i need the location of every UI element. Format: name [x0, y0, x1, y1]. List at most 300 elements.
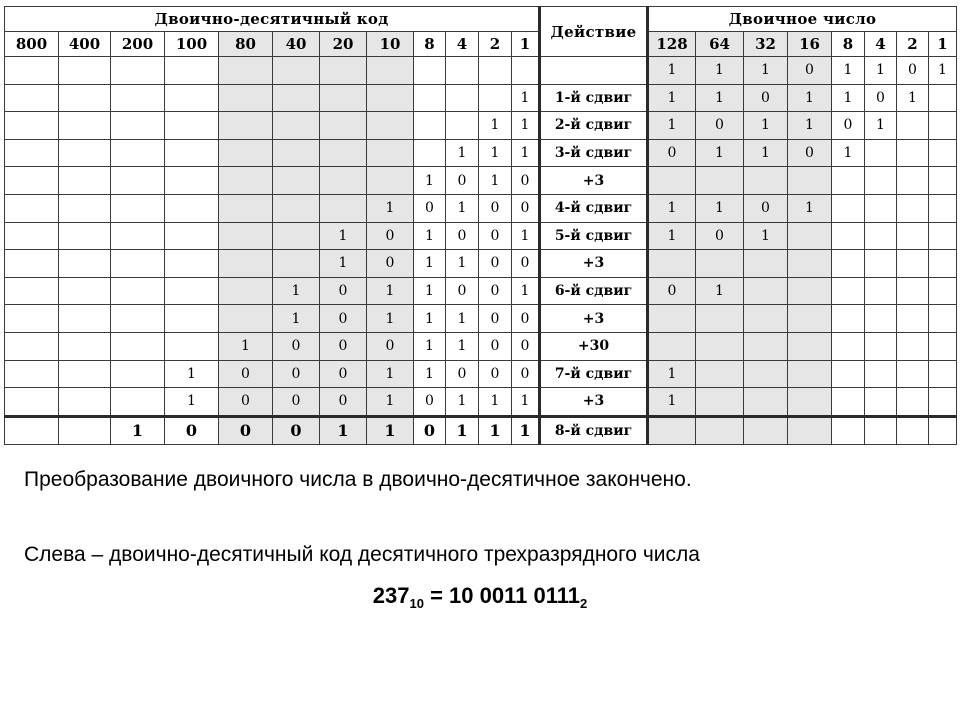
binary-cell [929, 194, 957, 222]
bcd-cell [5, 194, 59, 222]
bcd-cell [367, 57, 414, 85]
binary-cell [929, 112, 957, 140]
binary-weight-128: 128 [648, 32, 696, 57]
bcd-weight-2: 2 [479, 32, 512, 57]
binary-cell [929, 84, 957, 112]
binary-weight-8: 8 [832, 32, 865, 57]
binary-cell [832, 416, 865, 445]
bcd-cell [414, 84, 446, 112]
bcd-cell [5, 167, 59, 195]
binary-cell: 0 [897, 57, 929, 85]
bcd-cell [111, 388, 165, 417]
bcd-cell [111, 222, 165, 250]
binary-cell [648, 167, 696, 195]
binary-cell [865, 305, 897, 333]
binary-cell: 0 [788, 139, 832, 167]
bcd-cell: 0 [414, 194, 446, 222]
bcd-cell [59, 194, 111, 222]
bcd-cell: 1 [414, 332, 446, 360]
binary-cell [865, 167, 897, 195]
binary-cell [929, 388, 957, 417]
binary-cell [744, 388, 788, 417]
bcd-cell: 0 [479, 250, 512, 278]
binary-cell [788, 277, 832, 305]
binary-cell [696, 388, 744, 417]
bcd-cell [219, 112, 273, 140]
binary-cell: 1 [744, 139, 788, 167]
bcd-cell [5, 277, 59, 305]
bcd-cell [219, 250, 273, 278]
bcd-cell [273, 84, 320, 112]
bcd-cell [5, 57, 59, 85]
bcd-cell [5, 388, 59, 417]
bcd-cell [446, 57, 479, 85]
bcd-cell [165, 112, 219, 140]
bcd-cell [59, 250, 111, 278]
bcd-cell [320, 57, 367, 85]
bcd-cell: 0 [446, 222, 479, 250]
binary-cell [897, 250, 929, 278]
bcd-cell: 0 [320, 332, 367, 360]
bcd-cell: 1 [512, 84, 540, 112]
bcd-cell: 0 [479, 277, 512, 305]
bcd-cell [219, 139, 273, 167]
bcd-cell: 0 [446, 167, 479, 195]
conclusion-caption: Преобразование двоичного числа в двоично-десятичное закончено. [24, 468, 692, 491]
bcd-cell: 1 [446, 416, 479, 445]
bcd-cell: 0 [479, 222, 512, 250]
action-cell: 2-й сдвиг [540, 112, 648, 140]
bcd-cell: 1 [414, 167, 446, 195]
bcd-cell [219, 194, 273, 222]
binary-cell [897, 360, 929, 388]
bcd-cell: 0 [512, 360, 540, 388]
bcd-cell [5, 332, 59, 360]
bcd-cell [59, 139, 111, 167]
bcd-cell [219, 84, 273, 112]
binary-cell [865, 139, 897, 167]
bcd-cell: 1 [512, 139, 540, 167]
binary-cell [897, 277, 929, 305]
table-row [5, 277, 957, 305]
binary-cell: 1 [648, 112, 696, 140]
binary-cell [929, 360, 957, 388]
bcd-cell [165, 167, 219, 195]
bcd-cell: 1 [446, 194, 479, 222]
binary-cell: 1 [744, 57, 788, 85]
bcd-cell [5, 139, 59, 167]
binary-weight-64: 64 [696, 32, 744, 57]
binary-cell [897, 305, 929, 333]
binary-cell [929, 277, 957, 305]
bcd-cell [111, 250, 165, 278]
bcd-cell [367, 84, 414, 112]
bcd-cell: 0 [219, 388, 273, 417]
bcd-cell: 0 [273, 416, 320, 445]
binary-cell: 1 [696, 139, 744, 167]
binary-cell [788, 167, 832, 195]
bcd-cell [165, 222, 219, 250]
bcd-cell [320, 84, 367, 112]
bcd-cell: 0 [479, 305, 512, 333]
binary-cell [832, 194, 865, 222]
bcd-cell: 1 [446, 139, 479, 167]
binary-cell: 1 [648, 360, 696, 388]
binary-cell: 1 [696, 84, 744, 112]
binary-cell: 1 [696, 57, 744, 85]
bcd-cell: 0 [414, 416, 446, 445]
binary-cell: 1 [832, 84, 865, 112]
binary-cell: 0 [696, 222, 744, 250]
bcd-cell [111, 167, 165, 195]
bcd-cell: 1 [479, 167, 512, 195]
bcd-cell: 0 [512, 305, 540, 333]
table-row [5, 112, 957, 140]
table-row [5, 388, 957, 417]
bcd-cell [111, 360, 165, 388]
binary-cell [929, 332, 957, 360]
bcd-cell: 1 [367, 194, 414, 222]
bcd-cell [219, 222, 273, 250]
bcd-cell [59, 332, 111, 360]
bcd-cell: 1 [414, 250, 446, 278]
binary-cell [897, 222, 929, 250]
bcd-cell [320, 194, 367, 222]
bcd-cell: 1 [320, 250, 367, 278]
bcd-cell [273, 250, 320, 278]
binary-cell [929, 416, 957, 445]
bcd-cell: 0 [165, 416, 219, 445]
bcd-cell: 1 [479, 112, 512, 140]
action-cell: 5-й сдвиг [540, 222, 648, 250]
bcd-cell: 0 [512, 194, 540, 222]
bcd-weight-1: 1 [512, 32, 540, 57]
bcd-cell [111, 139, 165, 167]
bcd-cell: 1 [512, 277, 540, 305]
binary-cell [832, 332, 865, 360]
bcd-cell: 1 [273, 277, 320, 305]
bcd-cell: 1 [512, 416, 540, 445]
bcd-cell: 0 [273, 388, 320, 417]
bcd-cell [59, 222, 111, 250]
bcd-cell: 0 [273, 332, 320, 360]
binary-cell [832, 250, 865, 278]
table-row [5, 139, 957, 167]
action-cell: 7-й сдвиг [540, 360, 648, 388]
table-row [5, 332, 957, 360]
bcd-cell [219, 57, 273, 85]
bcd-cell [59, 388, 111, 417]
binary-cell: 0 [648, 139, 696, 167]
binary-cell: 0 [648, 277, 696, 305]
bcd-cell [219, 305, 273, 333]
action-cell: 1-й сдвиг [540, 84, 648, 112]
binary-cell [744, 277, 788, 305]
action-column-title: Действие [540, 7, 648, 57]
binary-cell [744, 332, 788, 360]
bcd-cell [5, 416, 59, 445]
bcd-cell [273, 194, 320, 222]
binary-cell: 1 [788, 194, 832, 222]
bcd-cell [111, 84, 165, 112]
bcd-cell [273, 112, 320, 140]
bcd-weight-8: 8 [414, 32, 446, 57]
binary-cell [865, 388, 897, 417]
binary-cell [696, 332, 744, 360]
bcd-cell: 0 [446, 360, 479, 388]
binary-group-title: Двоичное число [648, 7, 957, 32]
bcd-cell: 1 [479, 139, 512, 167]
binary-cell [788, 250, 832, 278]
binary-weight-32: 32 [744, 32, 788, 57]
binary-cell [897, 388, 929, 417]
action-cell: 6-й сдвиг [540, 277, 648, 305]
bcd-cell: 0 [320, 388, 367, 417]
binary-cell [788, 332, 832, 360]
bcd-cell: 0 [367, 332, 414, 360]
bcd-cell: 0 [219, 416, 273, 445]
bcd-cell [367, 139, 414, 167]
table-row [5, 222, 957, 250]
bcd-cell: 1 [367, 277, 414, 305]
binary-cell: 0 [744, 84, 788, 112]
binary-cell [897, 167, 929, 195]
binary-cell [929, 139, 957, 167]
binary-cell [788, 388, 832, 417]
bcd-cell: 0 [367, 222, 414, 250]
action-cell: 4-й сдвиг [540, 194, 648, 222]
action-cell: +3 [540, 250, 648, 278]
binary-cell: 1 [648, 194, 696, 222]
bcd-cell [111, 112, 165, 140]
binary-cell [788, 222, 832, 250]
binary-cell: 0 [865, 84, 897, 112]
bcd-explanation-caption: Слева – двоично-десятичный код десятичного трехразрядного числа [24, 543, 700, 566]
bcd-cell [165, 57, 219, 85]
binary-cell [897, 332, 929, 360]
bcd-cell [414, 139, 446, 167]
binary-cell: 0 [832, 112, 865, 140]
bcd-cell [165, 139, 219, 167]
bcd-cell [273, 57, 320, 85]
bcd-cell [111, 332, 165, 360]
binary-cell: 1 [648, 388, 696, 417]
binary-cell [696, 360, 744, 388]
bcd-cell: 1 [320, 222, 367, 250]
binary-cell [865, 332, 897, 360]
bcd-cell [320, 112, 367, 140]
bcd-cell: 1 [367, 416, 414, 445]
binary-cell [897, 416, 929, 445]
binary-cell [648, 305, 696, 333]
binary-cell [865, 222, 897, 250]
binary-cell: 1 [832, 139, 865, 167]
bcd-cell: 1 [446, 388, 479, 417]
binary-cell [865, 277, 897, 305]
binary-cell [929, 250, 957, 278]
bcd-cell: 1 [111, 416, 165, 445]
bcd-cell [367, 167, 414, 195]
bcd-cell [59, 416, 111, 445]
bcd-cell [59, 84, 111, 112]
bcd-cell: 0 [219, 360, 273, 388]
bcd-cell: 0 [320, 277, 367, 305]
action-cell: 8-й сдвиг [540, 416, 648, 445]
binary-cell [897, 139, 929, 167]
binary-weight-16: 16 [788, 32, 832, 57]
action-cell: +3 [540, 167, 648, 195]
binary-cell [744, 167, 788, 195]
bcd-cell [479, 84, 512, 112]
bcd-cell: 0 [367, 250, 414, 278]
bcd-cell: 1 [219, 332, 273, 360]
binary-cell [897, 112, 929, 140]
bcd-weight-80: 80 [219, 32, 273, 57]
bcd-cell [367, 112, 414, 140]
bcd-cell [320, 139, 367, 167]
bcd-cell [111, 57, 165, 85]
bcd-weight-10: 10 [367, 32, 414, 57]
bcd-cell [5, 222, 59, 250]
action-cell: +3 [540, 305, 648, 333]
bcd-weight-200: 200 [111, 32, 165, 57]
bcd-cell: 1 [512, 222, 540, 250]
binary-cell [696, 250, 744, 278]
bcd-cell [5, 360, 59, 388]
bcd-cell [446, 112, 479, 140]
binary-cell [696, 167, 744, 195]
binary-cell: 1 [648, 84, 696, 112]
binary-cell [832, 305, 865, 333]
binary-cell [744, 360, 788, 388]
action-cell: +3 [540, 388, 648, 417]
binary-cell [832, 167, 865, 195]
table-row [5, 250, 957, 278]
bcd-cell [111, 194, 165, 222]
binary-cell [865, 194, 897, 222]
formula-decimal-base: 10 [409, 596, 424, 611]
binary-cell [788, 360, 832, 388]
bcd-cell: 0 [512, 167, 540, 195]
bcd-cell: 1 [446, 332, 479, 360]
formula-binary-base: 2 [579, 596, 588, 611]
bcd-cell [273, 139, 320, 167]
binary-cell [648, 332, 696, 360]
binary-cell [696, 416, 744, 445]
bcd-cell [165, 194, 219, 222]
bcd-weight-400: 400 [59, 32, 111, 57]
bcd-cell [5, 250, 59, 278]
bcd-cell: 1 [446, 250, 479, 278]
bcd-cell: 0 [320, 360, 367, 388]
bcd-cell: 1 [367, 305, 414, 333]
binary-cell: 1 [696, 277, 744, 305]
binary-cell: 1 [929, 57, 957, 85]
binary-weight-1: 1 [929, 32, 957, 57]
bcd-cell [320, 167, 367, 195]
binary-cell [929, 305, 957, 333]
table-group-header-row [5, 7, 957, 32]
table-row [5, 360, 957, 388]
table-row [5, 167, 957, 195]
bcd-cell: 0 [273, 360, 320, 388]
binary-cell [865, 250, 897, 278]
bcd-cell: 0 [320, 305, 367, 333]
bcd-weight-4: 4 [446, 32, 479, 57]
bcd-cell: 0 [512, 250, 540, 278]
bcd-cell: 1 [273, 305, 320, 333]
binary-cell: 0 [788, 57, 832, 85]
bcd-cell [59, 360, 111, 388]
action-cell: +30 [540, 332, 648, 360]
binary-cell [865, 416, 897, 445]
bcd-cell: 1 [367, 360, 414, 388]
bcd-cell [5, 305, 59, 333]
binary-cell: 1 [744, 112, 788, 140]
bcd-cell [165, 250, 219, 278]
table-row [5, 84, 957, 112]
bcd-cell: 1 [512, 388, 540, 417]
binary-cell [832, 388, 865, 417]
bcd-cell [165, 332, 219, 360]
bcd-cell: 1 [414, 222, 446, 250]
bcd-cell: 1 [414, 277, 446, 305]
bcd-cell: 0 [446, 277, 479, 305]
bcd-cell [59, 277, 111, 305]
binary-cell: 1 [696, 194, 744, 222]
bcd-cell: 0 [414, 388, 446, 417]
bcd-cell [273, 167, 320, 195]
binary-cell: 0 [696, 112, 744, 140]
binary-cell [832, 277, 865, 305]
bcd-cell: 1 [320, 416, 367, 445]
binary-cell: 1 [865, 57, 897, 85]
binary-cell [788, 305, 832, 333]
bcd-weight-20: 20 [320, 32, 367, 57]
action-cell: 3-й сдвиг [540, 139, 648, 167]
binary-cell [929, 222, 957, 250]
table-row [5, 57, 957, 85]
bcd-cell: 1 [479, 388, 512, 417]
binary-cell [865, 360, 897, 388]
binary-cell [744, 305, 788, 333]
bcd-cell [273, 222, 320, 250]
bcd-cell [59, 112, 111, 140]
result-formula [0, 582, 960, 618]
bcd-cell: 0 [479, 360, 512, 388]
bcd-cell [512, 57, 540, 85]
bcd-cell [5, 112, 59, 140]
bcd-cell: 1 [512, 112, 540, 140]
binary-cell [648, 416, 696, 445]
bcd-cell [219, 167, 273, 195]
formula-decimal-value: 237 [372, 583, 410, 608]
binary-cell: 1 [788, 112, 832, 140]
action-cell [540, 57, 648, 85]
bcd-cell: 0 [479, 194, 512, 222]
bcd-cell [446, 84, 479, 112]
bcd-cell: 1 [367, 388, 414, 417]
bcd-cell [414, 112, 446, 140]
bcd-cell [59, 57, 111, 85]
table-row [5, 305, 957, 333]
binary-cell: 1 [744, 222, 788, 250]
binary-cell [788, 416, 832, 445]
bcd-cell: 1 [414, 305, 446, 333]
bcd-cell: 1 [165, 388, 219, 417]
bcd-cell [414, 57, 446, 85]
bcd-cell [165, 305, 219, 333]
